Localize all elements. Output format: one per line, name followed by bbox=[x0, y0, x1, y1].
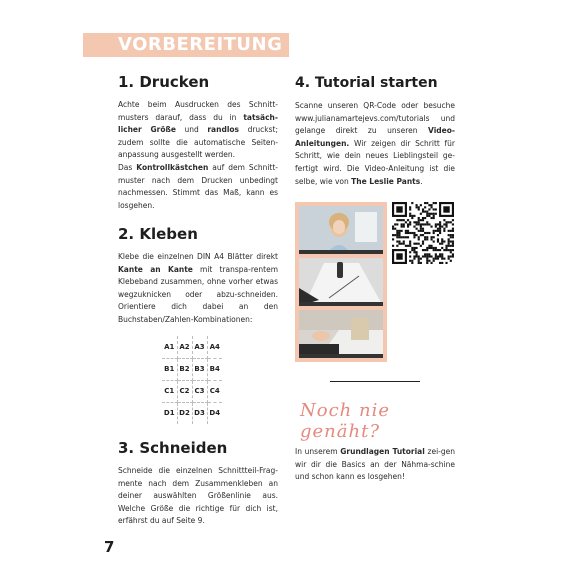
grid-cell: C3 bbox=[192, 380, 207, 402]
grid-cell: A2 bbox=[177, 336, 192, 358]
section-sewing bbox=[295, 446, 455, 484]
section-cut bbox=[118, 438, 278, 528]
table-row bbox=[162, 402, 222, 424]
table-row bbox=[162, 358, 222, 380]
video-thumbnail-intro[interactable] bbox=[299, 206, 383, 254]
never-sewed-script-heading: Noch nie genäht? bbox=[300, 400, 390, 442]
grid-cell: D2 bbox=[177, 402, 192, 424]
grid-cell: B3 bbox=[192, 358, 207, 380]
divider bbox=[330, 381, 420, 382]
section-glue bbox=[118, 224, 278, 327]
grid-cell: C2 bbox=[177, 380, 192, 402]
banner-title: VORBEREITUNG bbox=[118, 34, 283, 55]
grid-cell: C4 bbox=[207, 380, 222, 402]
video-thumbnail-cutting[interactable] bbox=[299, 258, 383, 306]
grid-cell: D1 bbox=[162, 402, 177, 424]
grid-cell: B2 bbox=[177, 358, 192, 380]
tutorial-heading: 4. Tutorial starten bbox=[295, 75, 438, 91]
grid-cell: B4 bbox=[207, 358, 222, 380]
table-row bbox=[162, 336, 222, 358]
grid-cell: D3 bbox=[192, 402, 207, 424]
qr-code-icon[interactable] bbox=[392, 202, 454, 264]
grid-cell: A1 bbox=[162, 336, 177, 358]
tutorial-paragraph: Scanne unseren QR-Code oder besuche www.julianamartejevs.com/tutorials und gelange direkt zu unseren Video-Anleitungen. Wir zeigen dir Schritt für Schritt, wie dein neues Lieblingsteil ge-fertigt wird. Die Video-Anleitung ist die selbe, wie von The Leslie Pants. bbox=[295, 101, 455, 186]
print-heading: 1. Drucken bbox=[118, 73, 210, 91]
glue-heading: 2. Kleben bbox=[118, 225, 198, 243]
page-number: 7 bbox=[104, 538, 115, 556]
grid-cell: C1 bbox=[162, 380, 177, 402]
page-grid-table bbox=[162, 336, 222, 424]
grid-cell: B1 bbox=[162, 358, 177, 380]
video-thumbnail-sewing[interactable] bbox=[299, 310, 383, 358]
grid-cell: D4 bbox=[207, 402, 222, 424]
table-row bbox=[162, 380, 222, 402]
grid-cell: A3 bbox=[192, 336, 207, 358]
section-tutorial bbox=[295, 72, 455, 188]
cut-heading: 3. Schneiden bbox=[118, 439, 228, 457]
glue-paragraph: Klebe die einzelnen DIN A4 Blätter direkt Kante an Kante mit transpa-rentem Klebeband zusammen, ohne vorher etwas wegzuknicken oder abzu-schneiden. Orientiere dich dabei an den Buchstaben/Zahlen-Kombinationen: bbox=[118, 252, 279, 324]
print-paragraph: Achte beim Ausdrucken des Schnitt-musters darauf, dass du in tatsäch-licher Größe und randlos druckst; zudem sollte die automatische Seiten-anpassung ausgestellt werden. Das Kontrollkästchen auf dem Schnitt-muster nach dem Drucken unbedingt nachmessen. Stimmt das Maß, kann es losgehen. bbox=[118, 100, 279, 210]
section-print bbox=[118, 72, 278, 212]
cut-paragraph: Schneide die einzelnen Schnittteil-Frag-mente nach dem Zusammenkleben an deiner auswählten Größenlinie aus. Welche Größe die richtige für dich ist, erfährst du auf Seite 9. bbox=[118, 466, 278, 526]
sewing-paragraph: In unserem Grundlagen Tutorial zei-gen wir dir die Basics an der Nähma-schine und schon kann es losgehen! bbox=[295, 447, 455, 482]
grid-cell: A4 bbox=[207, 336, 222, 358]
